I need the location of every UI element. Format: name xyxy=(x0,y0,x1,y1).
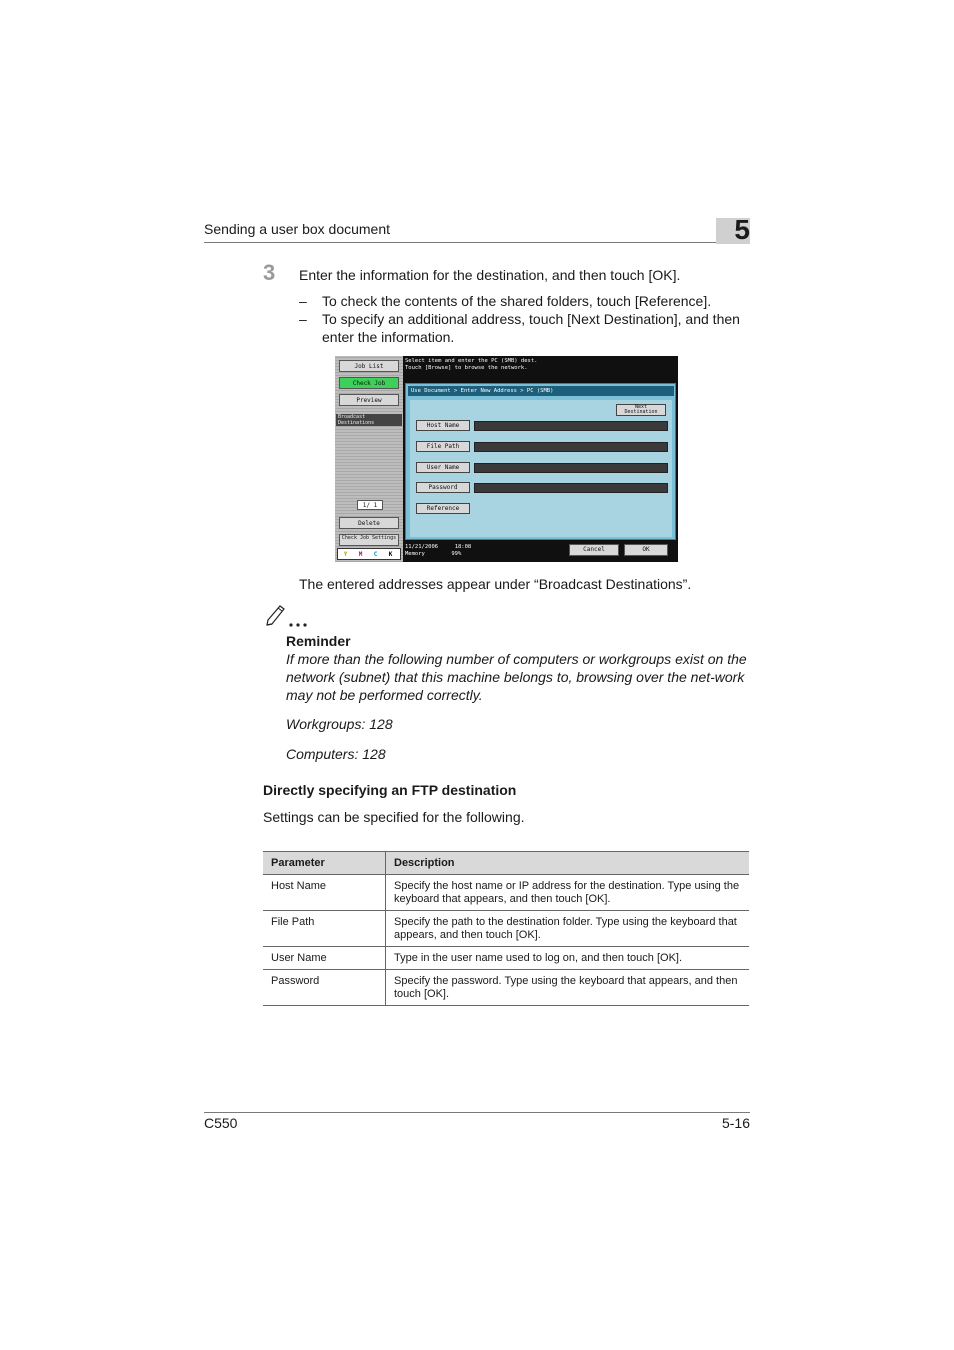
device-screen-screenshot xyxy=(335,356,678,562)
result-note: The entered addresses appear under “Broadcast Destinations”. xyxy=(299,576,692,592)
toner-indicator xyxy=(337,548,401,560)
description-cell: Specify the host name or IP address for the destination. Type using the keyboard that appears, and then touch [OK]. xyxy=(386,875,750,911)
page-number: 5-16 xyxy=(721,1115,750,1131)
bullet-text: To specify an additional address, touch [Next Destination], and then enter the information. xyxy=(322,311,740,345)
parameter-cell: Password xyxy=(263,970,386,1006)
toner-cyan: C xyxy=(373,551,378,558)
cancel-button[interactable]: Cancel xyxy=(569,544,619,556)
toner-black: K xyxy=(388,551,393,558)
column-header-description: Description xyxy=(386,852,750,875)
parameter-cell: Host Name xyxy=(263,875,386,911)
header-rule xyxy=(204,242,750,243)
broadcast-destinations-label: Broadcast Destinations xyxy=(336,414,402,426)
screen-status-bar xyxy=(405,544,565,560)
check-job-button[interactable]: Check Job xyxy=(339,377,399,389)
parameter-table xyxy=(263,851,749,1006)
check-job-settings-button[interactable]: Check Job Settings xyxy=(339,534,399,546)
toner-yellow: Y xyxy=(343,551,348,558)
description-cell: Type in the user name used to log on, and then touch [OK]. xyxy=(386,947,750,970)
status-date: 11/21/2006 xyxy=(405,544,439,550)
reference-button[interactable]: Reference xyxy=(416,503,470,514)
table-row xyxy=(263,947,749,970)
screen-breadcrumb: Use Document > Enter New Address > PC (SMB) xyxy=(408,386,674,396)
screen-message xyxy=(405,358,675,380)
reminder-body: If more than the following number of computers or workgroups exist on the network (subnet) that this machine belongs to, browsing over the net-work may not be performed correctly. xyxy=(286,651,747,703)
screen-message-line: Touch [Browse] to browse the network. xyxy=(405,365,528,371)
next-destination-button[interactable]: Next Destination xyxy=(616,404,666,416)
host-name-button[interactable]: Host Name xyxy=(416,420,470,431)
table-row xyxy=(263,911,749,947)
bullet-dash: – xyxy=(299,311,307,327)
reminder-title: Reminder xyxy=(286,633,351,649)
table-row xyxy=(263,970,749,1006)
table-header-row xyxy=(263,852,749,875)
bullet-text: To check the contents of the shared folders, touch [Reference]. xyxy=(322,293,712,309)
table-row xyxy=(263,875,749,911)
page-counter: 1/ 1 xyxy=(357,500,383,510)
reminder-workgroups: Workgroups: 128 xyxy=(286,716,393,732)
section-intro: Settings can be specified for the following. xyxy=(263,809,525,825)
step-instruction: Enter the information for the destination, and then touch [OK]. xyxy=(299,267,681,283)
delete-button[interactable]: Delete xyxy=(339,517,399,529)
footer-rule xyxy=(204,1112,750,1113)
bullet-item xyxy=(299,310,739,350)
user-name-button[interactable]: User Name xyxy=(416,462,470,473)
chapter-number: 5 xyxy=(734,214,750,245)
screen-message-line: Select item and enter the PC (SMB) dest. xyxy=(405,358,538,364)
password-field[interactable] xyxy=(474,483,668,493)
status-memory-value: 99% xyxy=(451,551,462,557)
parameter-cell: File Path xyxy=(263,911,386,947)
screen-main-area xyxy=(405,383,676,540)
screen-form xyxy=(410,400,672,537)
step-number: 3 xyxy=(263,260,276,285)
footer-model: C550 xyxy=(204,1115,238,1131)
screen-side-panel xyxy=(335,356,403,562)
pencil-note-icon xyxy=(264,603,310,629)
section-heading: Directly specifying an FTP destination xyxy=(263,782,517,798)
reminder-computers: Computers: 128 xyxy=(286,746,386,762)
column-header-parameter: Parameter xyxy=(263,852,386,875)
job-list-button[interactable]: Job List xyxy=(339,360,399,372)
password-button[interactable]: Password xyxy=(416,482,470,493)
bullet-dash: – xyxy=(299,293,307,309)
description-cell: Specify the path to the destination folder. Type using the keyboard that appears, and then touch [OK]. xyxy=(386,911,750,947)
host-name-field[interactable] xyxy=(474,421,668,431)
status-memory-label: Memory xyxy=(405,551,425,557)
parameter-cell: User Name xyxy=(263,947,386,970)
file-path-button[interactable]: File Path xyxy=(416,441,470,452)
description-cell: Specify the password. Type using the keyboard that appears, and then touch [OK]. xyxy=(386,970,750,1006)
ok-button[interactable]: OK xyxy=(624,544,668,556)
user-name-field[interactable] xyxy=(474,463,668,473)
toner-magenta: M xyxy=(358,551,363,558)
file-path-field[interactable] xyxy=(474,442,668,452)
status-time: 18:08 xyxy=(454,544,472,550)
running-header-title: Sending a user box document xyxy=(204,221,391,237)
preview-button[interactable]: Preview xyxy=(339,394,399,406)
